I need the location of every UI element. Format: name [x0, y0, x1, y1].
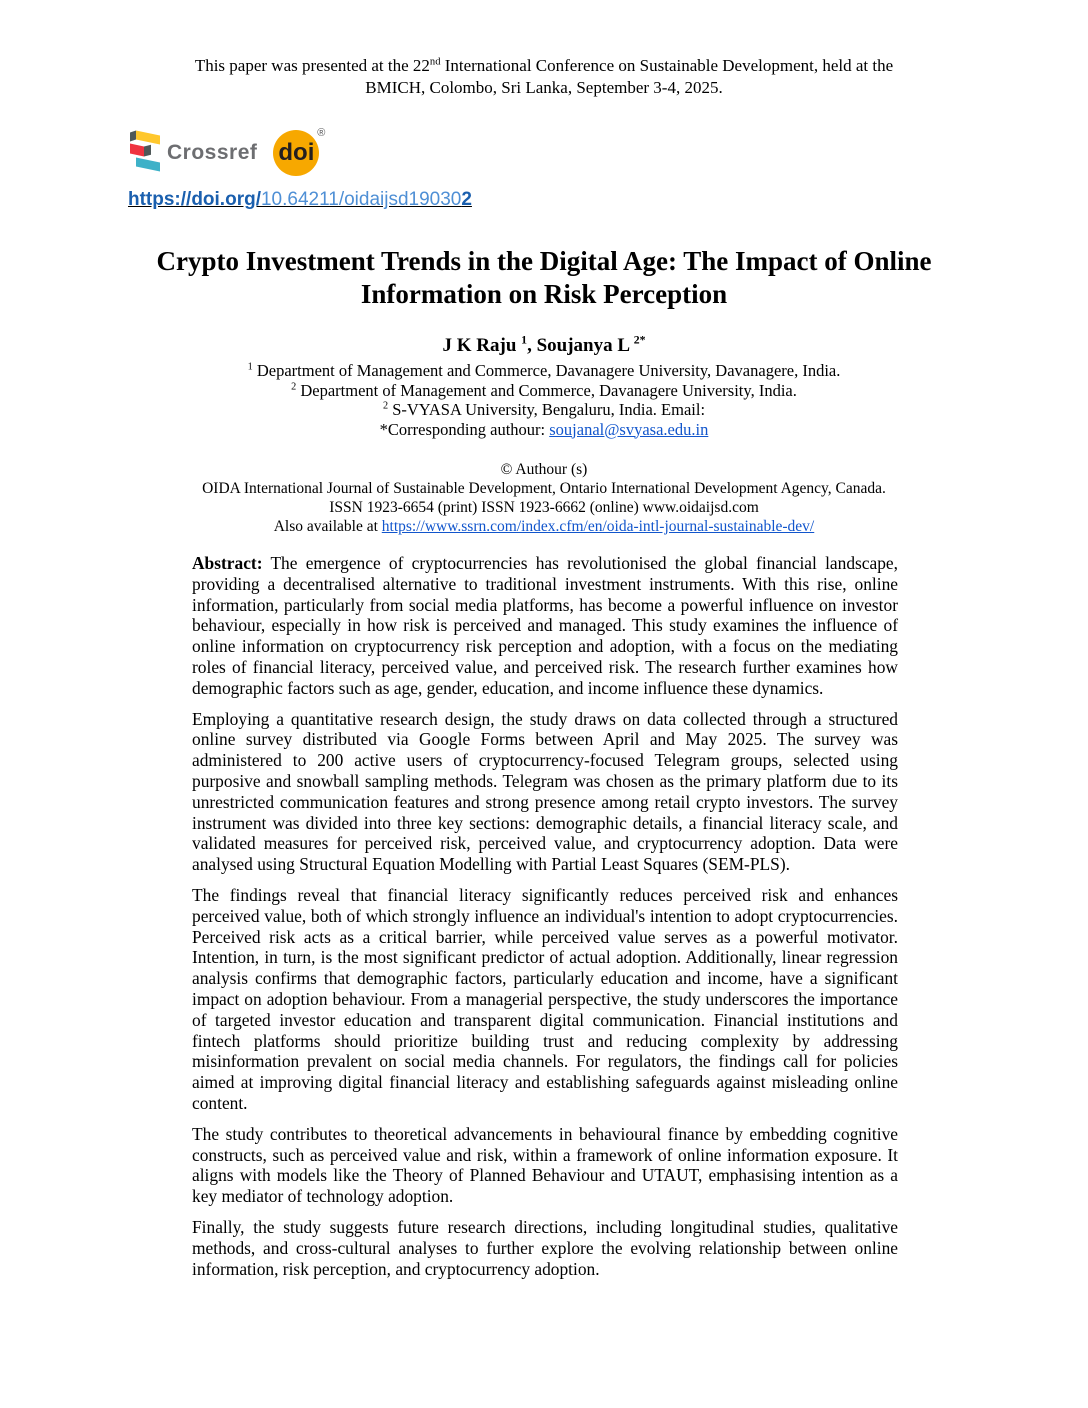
affiliation-2-superscript: 2 — [291, 381, 297, 392]
corresponding-author-label: *Corresponding authour: — [379, 419, 550, 439]
conference-note-ordinal: nd — [429, 56, 441, 68]
crossref-logo — [130, 130, 257, 177]
doi-logo — [273, 129, 325, 177]
conference-note-text-after: International Conference on Sustainable Development, held at the BMICH, Colombo, Sri Lanka, September 3-4, 2025. — [365, 56, 894, 97]
affiliation-line-2 — [120, 381, 968, 401]
issn-line: ISSN 1923-6654 (print) ISSN 1923-6662 (online) www.oidaijsd.com — [329, 499, 759, 516]
author-2-superscript: 2* — [633, 333, 646, 347]
corresponding-author-line — [120, 420, 968, 440]
doi-logo-circle: doi — [273, 130, 319, 176]
journal-block — [100, 460, 988, 536]
doi-link-prefix: https://doi.org/ — [128, 189, 261, 210]
authors-separator: , — [527, 335, 537, 356]
logo-row — [130, 129, 1088, 177]
abstract-paragraph-1-text: The emergence of cryptocurrencies has revolutionised the global financial landscape, providing a decentralised alternative to traditional investment instruments. With this rise, online information, particularly from social media platforms, has become a powerful influence on investor behaviour, especially in how risk is perceived and managed. This study examines the influence of online information on cryptocurrency risk perception and adoption, with a focus on the mediating roles of financial literacy, perceived value, and perceived risk. The research further examines how demographic factors such as age, gender, education, and income influence these dynamics. — [192, 553, 898, 698]
affiliation-2-text: Department of Management and Commerce, Davanagere University, India. — [296, 380, 797, 400]
ssrn-link[interactable]: https://www.ssrn.com/index.cfm/en/oida-intl-journal-sustainable-dev/ — [381, 518, 815, 535]
affiliation-1-text: Department of Management and Commerce, Davanagere University, Davanagere, India. — [252, 361, 841, 380]
journal-name-line: OIDA International Journal of Sustainable Development, Ontario International Development Agency, Canada. — [202, 480, 886, 497]
abstract-paragraph-3: The findings reveal that financial literacy significantly reduces perceived risk and enhances perceived value, both of which strongly influence an individual's intention to adopt cryptocurrencies. Perceived risk acts as a critical barrier, while perceived value serves as a powerful motivator. Intention, in turn, is the most significant predictor of actual adoption. Additionally, linear regression analysis confirms that demographic factors, particularly education and income, have a significant impact on adoption behaviour. From a managerial perspective, the study underscores the importance of targeted investor education and transparent digital communication. Financial institutions and fintech platforms should prioritize building trust and reducing complexity by addressing misinformation prevalent on social media channels. For regulators, the findings call for policies aimed at improving digital financial literacy and establishing safeguards against misleading online content. — [192, 884, 898, 1113]
copyright-line: © Authour (s) — [500, 461, 588, 478]
paper-title: Crypto Investment Trends in the Digital Age: The Impact of Online Information on Risk Perception — [156, 246, 932, 309]
abstract-section — [192, 553, 898, 1279]
crossref-wordmark: Crossref — [167, 141, 258, 164]
authors-line — [0, 335, 1088, 357]
abstract-paragraph-2: Employing a quantitative research design, the study draws on data collected through a structured online survey distributed via Google Forms between April and May 2025. The survey was administered to 200 active users of cryptocurrency-focused Telegram groups, selected using purposive and snowball sampling methods. Telegram was chosen as the primary platform due to its unrestricted communication features and strong presence among retail crypto investors. The survey instrument was divided into three key sections: demographic details, a financial literacy scale, and validated measures for perceived risk, perceived value, and cryptocurrency adoption. Data were analysed using Structural Equation Modelling with Partial Least Squares (SEM-PLS). — [192, 708, 898, 875]
also-available-line — [100, 517, 988, 536]
also-available-label: Also available at — [273, 518, 382, 535]
doi-link[interactable] — [128, 189, 472, 210]
corresponding-author-email-link[interactable]: soujanal@svyasa.edu.in — [549, 419, 709, 439]
doi-registered-mark: ® — [317, 127, 326, 139]
conference-note-text: This paper was presented at the 22 — [194, 56, 430, 75]
affiliation-3-text: S-VYASA University, Bengaluru, India. Email: — [388, 400, 706, 419]
affiliation-1-superscript: 1 — [247, 361, 253, 373]
author-1-superscript: 1 — [521, 333, 528, 347]
affiliations-block — [120, 361, 968, 439]
affiliation-line-1 — [120, 361, 968, 381]
doi-link-line — [128, 189, 1088, 211]
abstract-label: Abstract: — [192, 553, 263, 573]
doi-link-middle: 10.64211/oidaijsd19030 — [260, 189, 462, 210]
abstract-paragraph-1 — [192, 553, 898, 699]
author-1-name: J K Raju — [442, 335, 522, 356]
conference-note — [170, 55, 918, 99]
affiliation-3-superscript: 2 — [382, 400, 389, 412]
crossref-flag-icon — [130, 130, 160, 177]
abstract-paragraph-4: The study contributes to theoretical advancements in behavioural finance by embedding cognitive constructs, such as perceived value and risk, within a framework of online information exposure. It aligns with models like the Theory of Planned Behaviour and UTAUT, emphasising intention as a key mediator of technology adoption. — [192, 1123, 898, 1207]
abstract-paragraph-5: Finally, the study suggests future research directions, including longitudinal studies, qualitative methods, and cross-cultural analyses to further explore the evolving relationship between online information, risk perception, and cryptocurrency adoption. — [192, 1216, 898, 1279]
doi-link-last: 2 — [461, 189, 472, 210]
affiliation-line-3 — [120, 400, 968, 420]
author-2-name: Soujanya L — [536, 335, 634, 356]
